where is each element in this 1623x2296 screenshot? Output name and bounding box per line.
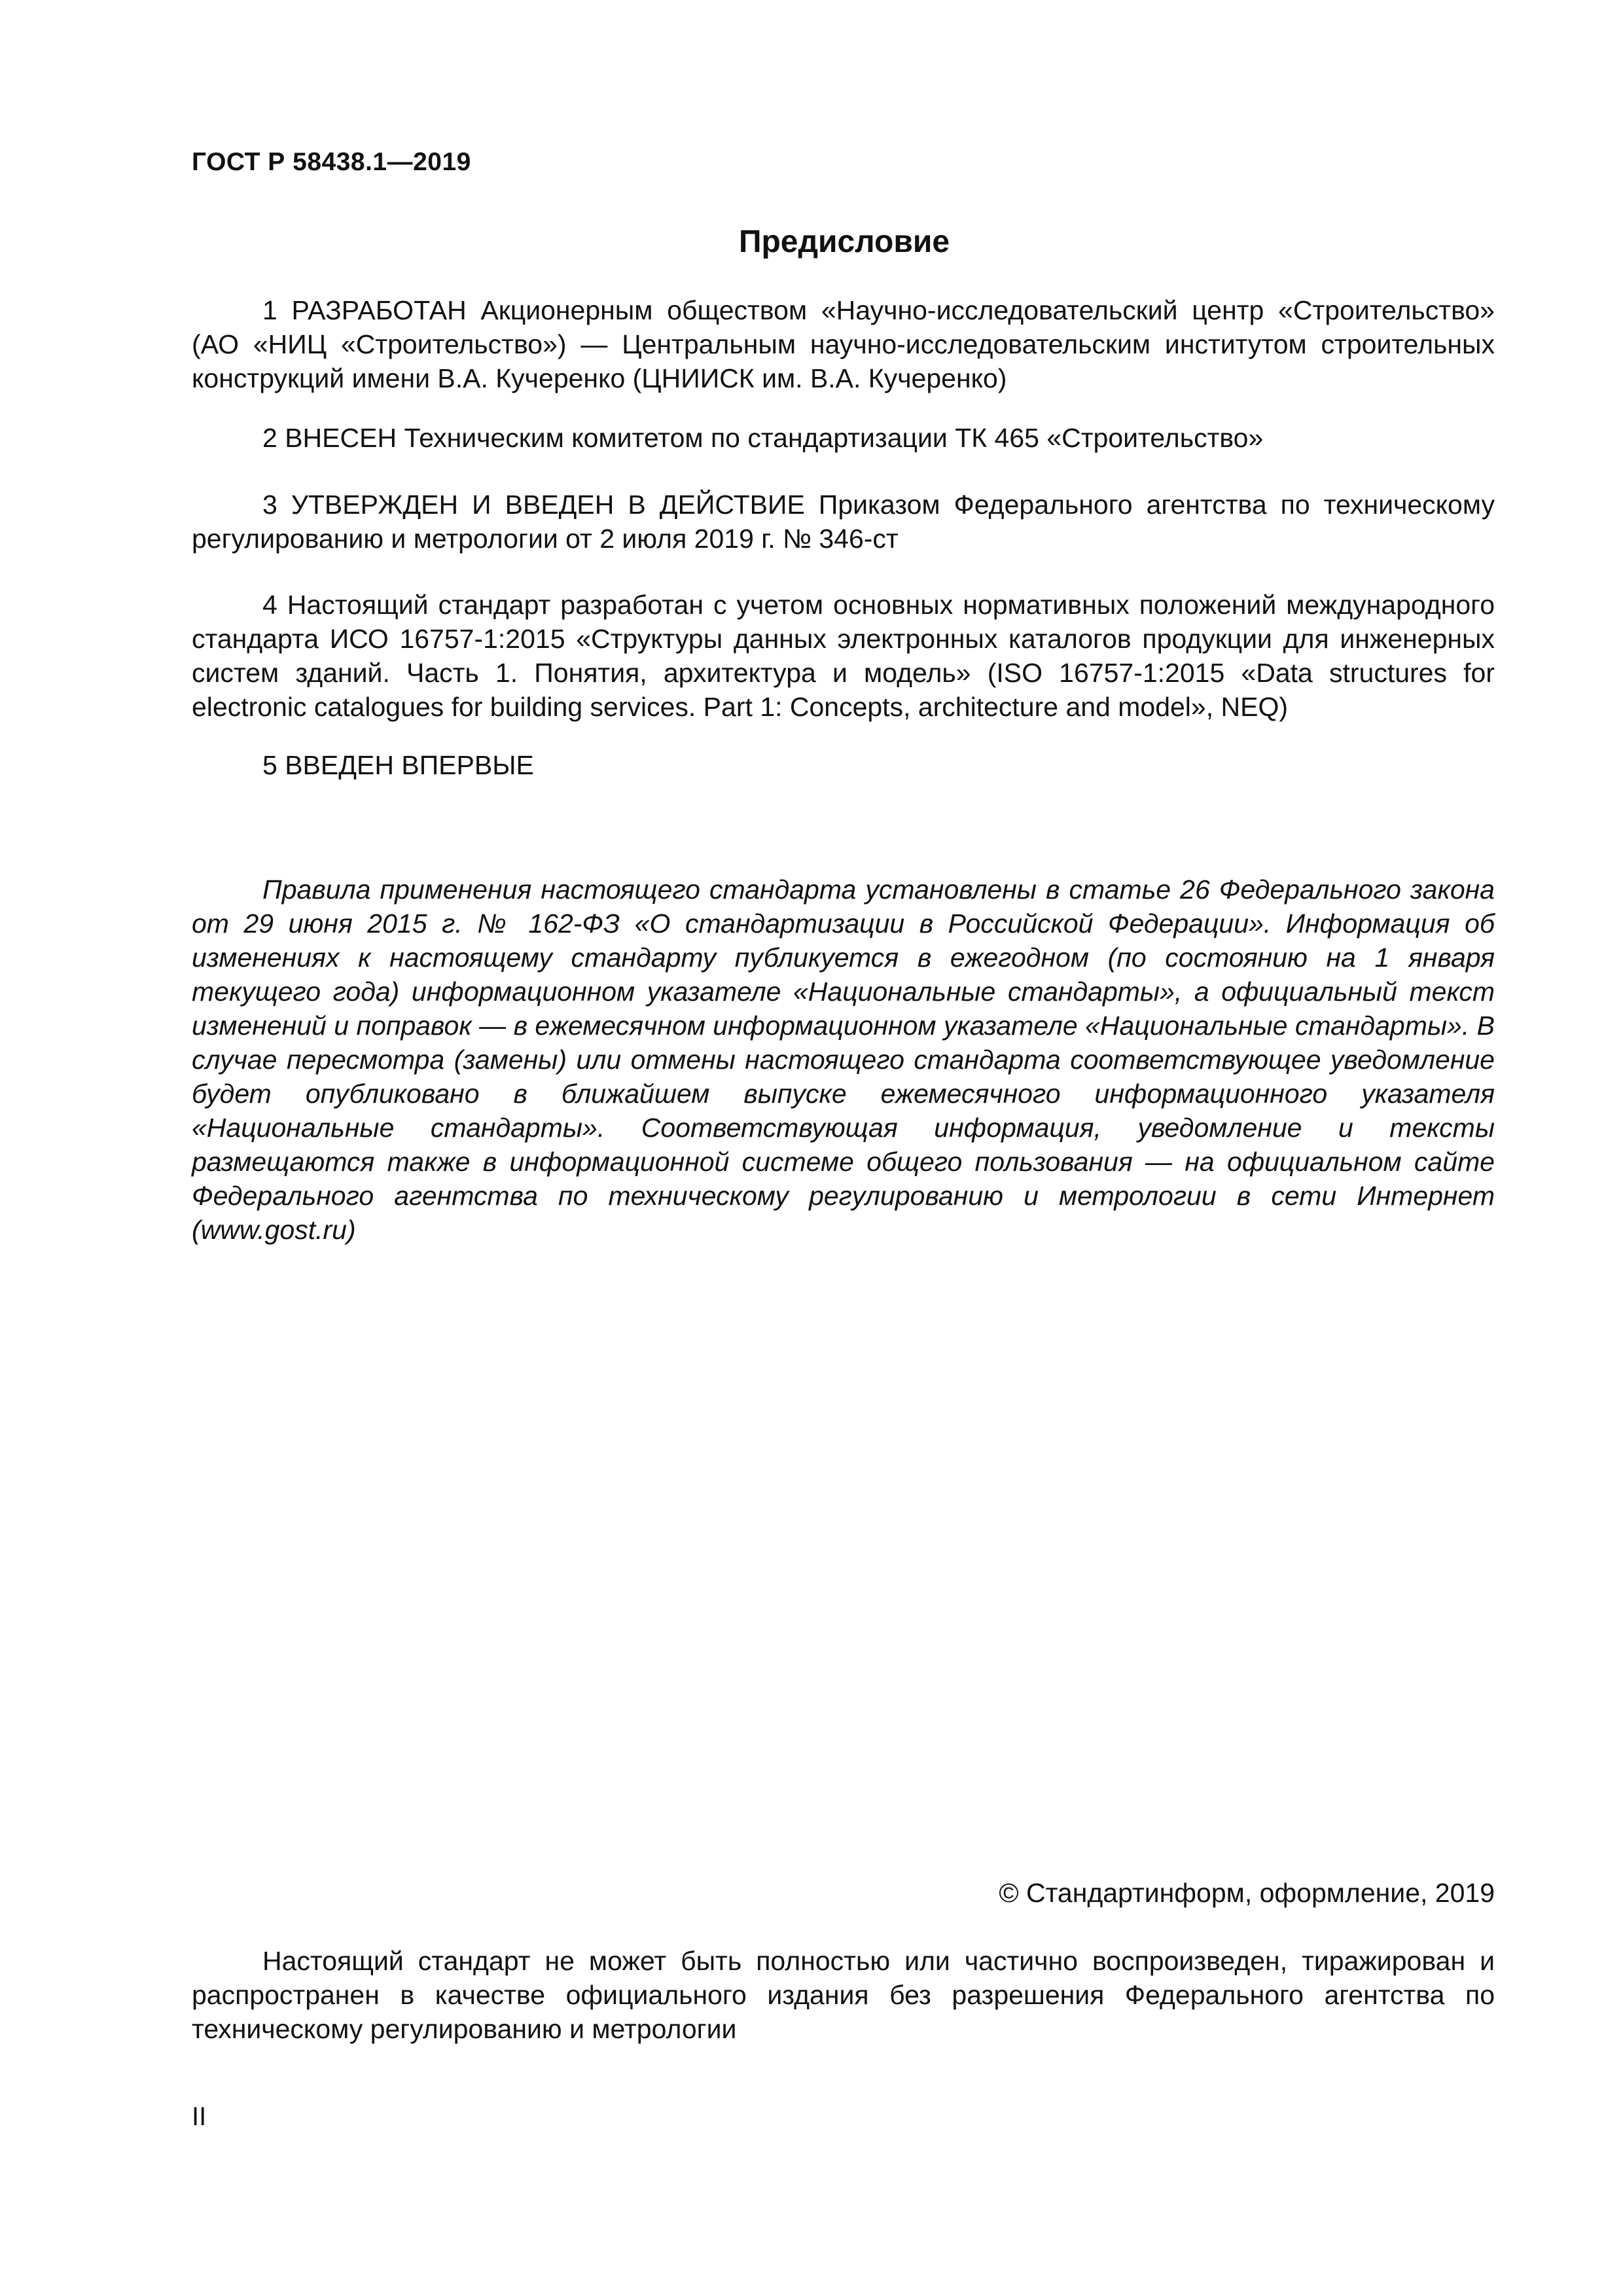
reproduction-notice bbox=[192, 1944, 1495, 2046]
foreword-item-text: 3 УТВЕРЖДЕН И ВВЕДЕН В ДЕЙСТВИЕ Приказом Федерального агентства по техническому регулированию и метрологии от 2 июля 2019 г. № 346-ст bbox=[192, 490, 1495, 554]
notice-text: Правила применения настоящего стандарта установлены в статье 26 Федерального закона от 29 июня 2015 г. № 162-ФЗ «О стандартизации в Российской Федерации». Информация об изменениях к настоящему стандарту публикуется в ежегодном (по состоянию на 1 января текущего года) информационном указателе «Национальные стандарты», а официальный текст изменений и поправок — в ежемесячном информационном указателе «Национальные стандарты». В случае пересмотра (замены) или отмены настоящего стандарта соответствующее уведомление будет опубликовано в ближайшем выпуске ежемесячного информационного указателя «Национальные стандарты». Соответствующая информация, уведомление и тексты размещаются также в информационной системе общего пользования — на официальном сайте Федерального агентства по техническому регулированию и метрологии в сети Интернет (www.gost.ru) bbox=[192, 874, 1495, 1245]
section-title: Предисловие bbox=[738, 224, 950, 259]
foreword-item-3 bbox=[192, 488, 1495, 556]
foreword-item-text: 1 РАЗРАБОТАН Акционерным обществом «Научно-исследовательский центр «Строительство» (АО «НИЦ «Строительство») — Центральным научно-исследовательским институтом строительных конструкций имени В.А. Кучеренко (ЦНИИСК им. В.А. Кучеренко) bbox=[192, 295, 1495, 393]
page-number: II bbox=[192, 2102, 207, 2131]
copyright-line: © Стандартинформ, оформление, 2019 bbox=[999, 1878, 1495, 1908]
foreword-item-2 bbox=[192, 421, 1495, 455]
foreword-item-4 bbox=[192, 588, 1495, 724]
foreword-item-5 bbox=[192, 748, 1495, 782]
foreword-item-text: 5 ВВЕДЕН ВПЕРВЫЕ bbox=[262, 750, 534, 780]
standard-designation: ГОСТ Р 58438.1—2019 bbox=[192, 148, 471, 176]
reproduction-notice-text: Настоящий стандарт не может быть полностью или частично воспроизведен, тиражирован и распространен в качестве официального издания без разрешения Федерального агентства по техническому регулированию и метрологии bbox=[192, 1946, 1495, 2044]
foreword-item-text: 2 ВНЕСЕН Техническим комитетом по стандартизации ТК 465 «Строительство» bbox=[262, 423, 1264, 453]
application-rules-notice bbox=[192, 872, 1495, 1247]
foreword-item-1 bbox=[192, 293, 1495, 395]
foreword-item-text: 4 Настоящий стандарт разработан с учетом основных нормативных положений международного стандарта ИСО 16757-1:2015 «Структуры данных электронных каталогов продукции для инженерных систем зданий. Часть 1. Понятия, архитектура и модель» (ISO 16757-1:2015 «Data structures for electronic catalogues for building services. Part 1: Concepts, architecture and model», NEQ) bbox=[192, 590, 1495, 722]
